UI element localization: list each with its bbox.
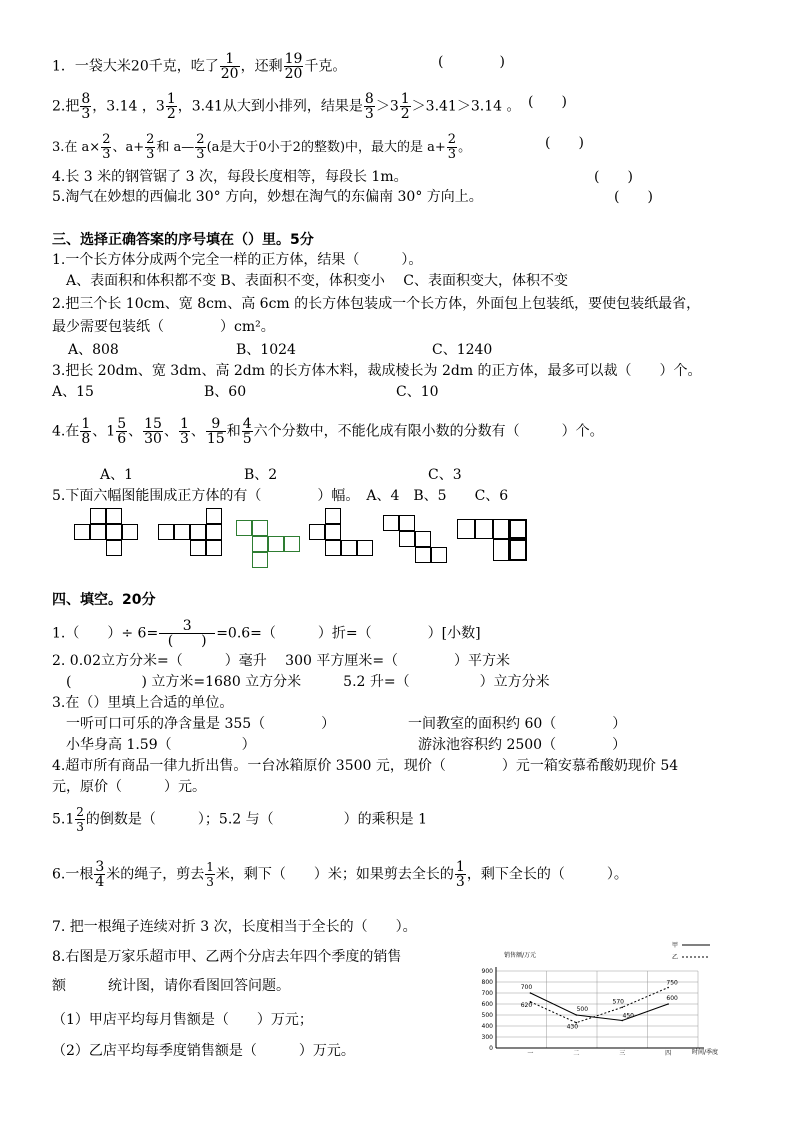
- choice-q4-option-c: C、3: [428, 467, 462, 483]
- fill-q2-cont: ( ) 立方米=1680 立方分米 5.2 升=（ ）立方分米: [52, 674, 550, 690]
- fill-q6: 6.一根 $\frac{3}{4}$ 米的绳子，剪去 $\frac{1}{3}$ 米，剩下（ ）米；如果剪去全长的 $\frac{1}{3}$ ，剩下全长的（ ）。: [52, 859, 628, 890]
- data-point: [621, 1020, 623, 1022]
- choice-q5: 5.下面六幅图能围成正方体的有（ ）幅。 A、4 B、5 C、6: [52, 488, 509, 504]
- section-title-fill: 四、填空。20分: [52, 592, 156, 608]
- fill-q5: 5.1 $\frac{2}{3}$ 的倒数是（ ）；5.2 与（ ）的乘积是 1: [52, 805, 427, 834]
- y-tick-label: 600: [481, 1001, 493, 1008]
- choice-q3-option-c: C、10: [396, 384, 439, 400]
- choice-q4-option-a: A、1: [100, 467, 134, 483]
- fill-q8-cont: 额 统计图，请你看图回答问题。: [52, 978, 290, 994]
- data-point: [576, 1014, 578, 1016]
- judge-q2: 2.把 $\frac{8}{3}$ ，3.14 ，3 $\frac{1}{2}$ ，3.41从大到小排列，结果是 $\frac{8}{3}$ ＞3 $\frac{1}{2}$ ＞3.41＞3.14 。: [52, 91, 521, 122]
- fill-q4-cont: 元，原价（ ）元。: [52, 779, 206, 795]
- judge-q5: 5.淘气在妙想的西偏北 30° 方向，妙想在淘气的东偏南 30° 方向上。: [52, 189, 483, 205]
- data-label-jia: 450: [622, 1012, 634, 1020]
- judge-q1-paren[interactable]: ( ): [438, 54, 505, 70]
- fraction: $\frac{19}{20}$: [284, 51, 303, 82]
- choice-q2-option-b: B、1024: [236, 342, 296, 358]
- choice-q2: 2.把三个长 10cm、宽 8cm、高 6cm 的长方体包装成一个长方体，外面包上包装纸，要使包装纸最省，: [52, 296, 701, 312]
- legend-yi: 乙: [672, 954, 679, 961]
- judge-q1: 1．一袋大米20千克，吃了 $\frac{1}{20}$ ，还剩 $\frac{19}{20}$ 千克。: [52, 51, 347, 82]
- data-point: [621, 1007, 623, 1009]
- fill-q2: 2. 0.02立方分米=（ ）毫升 300 平方厘米=（ ）平方米: [52, 653, 511, 669]
- y-tick-label: 400: [481, 1023, 493, 1030]
- choice-q3: 3.把长 20dm、宽 3dm、高 2dm 的长方体木料，裁成棱长为 2dm 的正方体，最多可以裁（ ）个。: [52, 363, 702, 379]
- y-tick-label: 300: [481, 1034, 493, 1041]
- choice-q3-option-a: A、15: [52, 384, 94, 400]
- choice-q4: 4.在 $\frac{1}{8}$ 、1 $\frac{5}{6}$ 、 $\frac{15}{30}$ 、 $\frac{1}{3}$ 、 $\frac{9}{15}$ 和 $\frac{4}{5}$ 六个分数中，不能化成有限小数的分数有（ ）个。: [52, 416, 604, 447]
- sales-line-chart: [470, 940, 740, 1058]
- data-label-jia: 700: [520, 984, 533, 991]
- choice-q2-option-c: C、1240: [432, 342, 493, 358]
- fill-q8: 8.右图是万家乐超市甲、乙两个分店去年四个季度的销售: [52, 949, 402, 965]
- section-title-choice: 三、选择正确答案的序号填在（）里。5分: [52, 232, 314, 248]
- y-tick-label: 700: [481, 990, 493, 997]
- x-tick-label: 四: [665, 1050, 672, 1057]
- choice-q1-options: A、表面积和体积都不变 B、表面积不变，体积变小 C、表面积变大，体积不变: [52, 273, 569, 289]
- x-tick-label: 一: [527, 1050, 534, 1057]
- judge-q4-paren[interactable]: ( ): [594, 169, 633, 185]
- x-tick-label: 二: [573, 1050, 580, 1057]
- x-tick-label: 三: [619, 1050, 626, 1057]
- data-label-yi: 570: [612, 998, 624, 1006]
- judge-q5-paren[interactable]: ( ): [614, 189, 653, 205]
- fill-q8-1: （1）甲店平均每月售额是（ ）万元；: [52, 1012, 313, 1028]
- data-label-jia: 500: [576, 1006, 589, 1013]
- judge-q3: 3.在 a× $\frac{2}{3}$ 、a+ $\frac{2}{3}$ 和 a— $\frac{2}{3}$ (a是大于0小于2的整数)中，最大的是 a+ $\frac{2}{3}$ 。: [52, 132, 472, 162]
- judge-q2-paren[interactable]: ( ): [528, 94, 567, 110]
- data-label-yi: 430: [566, 1023, 579, 1031]
- choice-q1: 1.一个长方体分成两个完全一样的正方体，结果（ ）。: [52, 252, 423, 268]
- fill-q3-b: 一间教室的面积约 60（ ）: [408, 716, 627, 732]
- choice-q4-option-b: B、2: [244, 467, 278, 483]
- fill-q3: 3.在（）里填上合适的单位。: [52, 695, 234, 711]
- judge-q3-paren[interactable]: ( ): [545, 135, 584, 151]
- data-point: [667, 1003, 669, 1005]
- fill-q7: 7. 把一根绳子连续对折 3 次，长度相当于全长的（ ）。: [52, 919, 417, 935]
- choice-q3-option-b: B、60: [204, 384, 247, 400]
- data-label-yi: 750: [666, 979, 678, 987]
- y-tick-label: 0: [489, 1045, 493, 1052]
- chart-xlabel: 时间/季度: [692, 1049, 719, 1056]
- fill-q3-a: 一听可口可乐的净含量是 355（ ）: [52, 716, 336, 732]
- y-tick-label: 500: [481, 1012, 493, 1019]
- fill-q3-c: 小华身高 1.59（ ）: [52, 737, 256, 753]
- fill-q8-2: （2）乙店平均每季度销售额是（ ）万元。: [52, 1043, 355, 1059]
- choice-q2-cont: 最少需要包装纸（ ）cm²。: [52, 319, 275, 335]
- data-label-yi: 620: [520, 1001, 533, 1009]
- chart-ylabel: 销售额/万元: [504, 952, 537, 959]
- y-tick-label: 900: [481, 968, 493, 975]
- judge-q4: 4.长 3 米的钢管锯了 3 次，每段长度相等，每段长 1m。: [52, 169, 408, 185]
- fraction: $\frac{1}{20}$: [220, 51, 239, 82]
- fill-q3-d: 游泳池容积约 2500（ ）: [418, 737, 627, 753]
- y-tick-label: 800: [481, 979, 493, 986]
- data-point: [667, 987, 669, 989]
- fill-q4: 4.超市所有商品一律九折出售。一台冰箱原价 3500 元，现价（ ）元一箱安慕希酸奶现价 54: [52, 758, 679, 774]
- legend-jia: 甲: [672, 942, 679, 949]
- data-point: [530, 992, 532, 994]
- choice-q2-option-a: A、808: [68, 342, 119, 358]
- fill-q1: 1.（ ）÷ 6= $\frac{3}{( )}$ =0.6=（ ）折=（ ）[小数]: [52, 618, 481, 649]
- data-label-jia: 600: [666, 995, 678, 1002]
